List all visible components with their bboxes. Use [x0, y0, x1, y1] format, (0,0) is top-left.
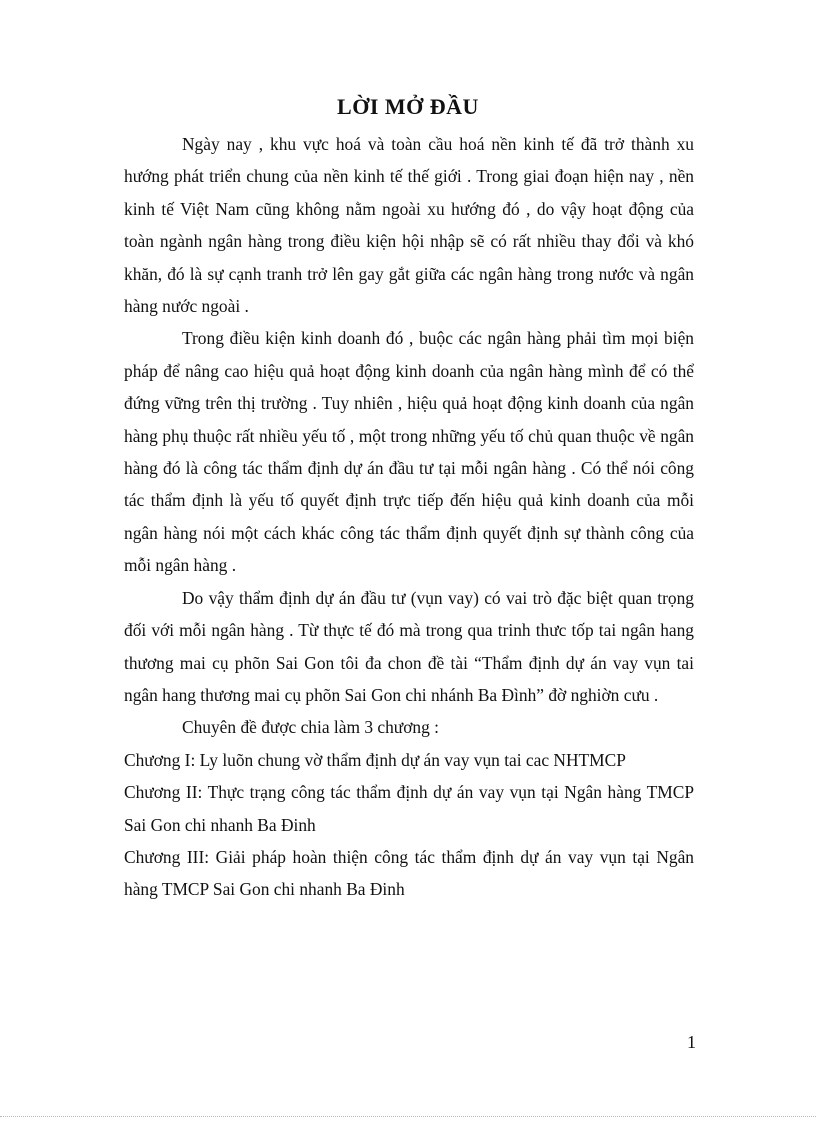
chapter-item-2: Chương II: Thực trạng công tác thẩm định dự án vay vụn tại Ngân hàng TMCP Sai Gon chi nhanh Ba Đinh	[124, 782, 694, 835]
page-title: LỜI MỞ ĐẦU	[337, 94, 479, 119]
paragraph-business-conditions: Trong điều kiện kinh doanh đó , buộc các ngân hàng phải tìm mọi biện pháp để nâng cao hiệu quả hoạt động kinh doanh của ngân hàng mình để có thể đứng vững trên thị trường . Tuy nhiên , hiệu quả hoạt động kinh doanh của ngân hàng phụ thuộc rất nhiều yếu tố , một trong những yếu tố chủ quan thuộc về ngân hàng đó là công tác thẩm định dự án đầu tư tại mỗi ngân hàng . Có thể nói công tác thẩm định là yếu tố quyết định trực tiếp đến hiệu quả kinh doanh của mỗi ngân hàng nói một cách khác công tác thẩm định quyết định sự thành công của mỗi ngân hàng .	[124, 328, 694, 576]
page-bottom-divider	[0, 1116, 816, 1117]
paragraph-structure-intro: Chuyên đề được chia làm 3 chương :	[182, 717, 439, 738]
chapter-item-3: Chương III: Giải pháp hoàn thiện công tác thẩm định dự án vay vụn tại Ngân hàng TMCP Sai Gon chi nhanh Ba Đinh	[124, 846, 694, 900]
body-text	[124, 128, 694, 906]
paragraph-topic-selection: Do vậy thẩm định dự án đầu tư (vụn vay) có vai trò đặc biệt quan trọng đối với mỗi ngân hàng . Từ thực tế đó mà trong qua trinh thưc tốp tai ngân hang thương mai cụ phõn Sai Gon tôi đa chon đề tài “Thẩm định dự án vay vụn tai ngân hang thương mai cụ phõn Sai Gon chi nhánh Ba Đình” đờ nghiờn cưu .	[124, 587, 694, 705]
page-number: 1	[687, 1032, 696, 1052]
chapter-item-1: Chương I: Ly luõn chung vờ thẩm định dự án vay vụn tai cac NHTMCP	[124, 749, 626, 770]
paragraph-intro: Ngày nay , khu vực hoá và toàn cầu hoá nền kinh tế đã trở thành xu hướng phát triển chung của nền kinh tế thế giới . Trong giai đoạn hiện nay , nền kinh tế Việt Nam cũng không nằm ngoài xu hướng đó , do vậy hoạt động của toàn ngành ngân hàng trong điều kiện hội nhập sẽ có rất nhiều thay đổi và khó khăn, đó là sự cạnh tranh trở lên gay gắt giữa các ngân hàng trong nước và ngân hàng nước ngoài .	[124, 134, 694, 317]
